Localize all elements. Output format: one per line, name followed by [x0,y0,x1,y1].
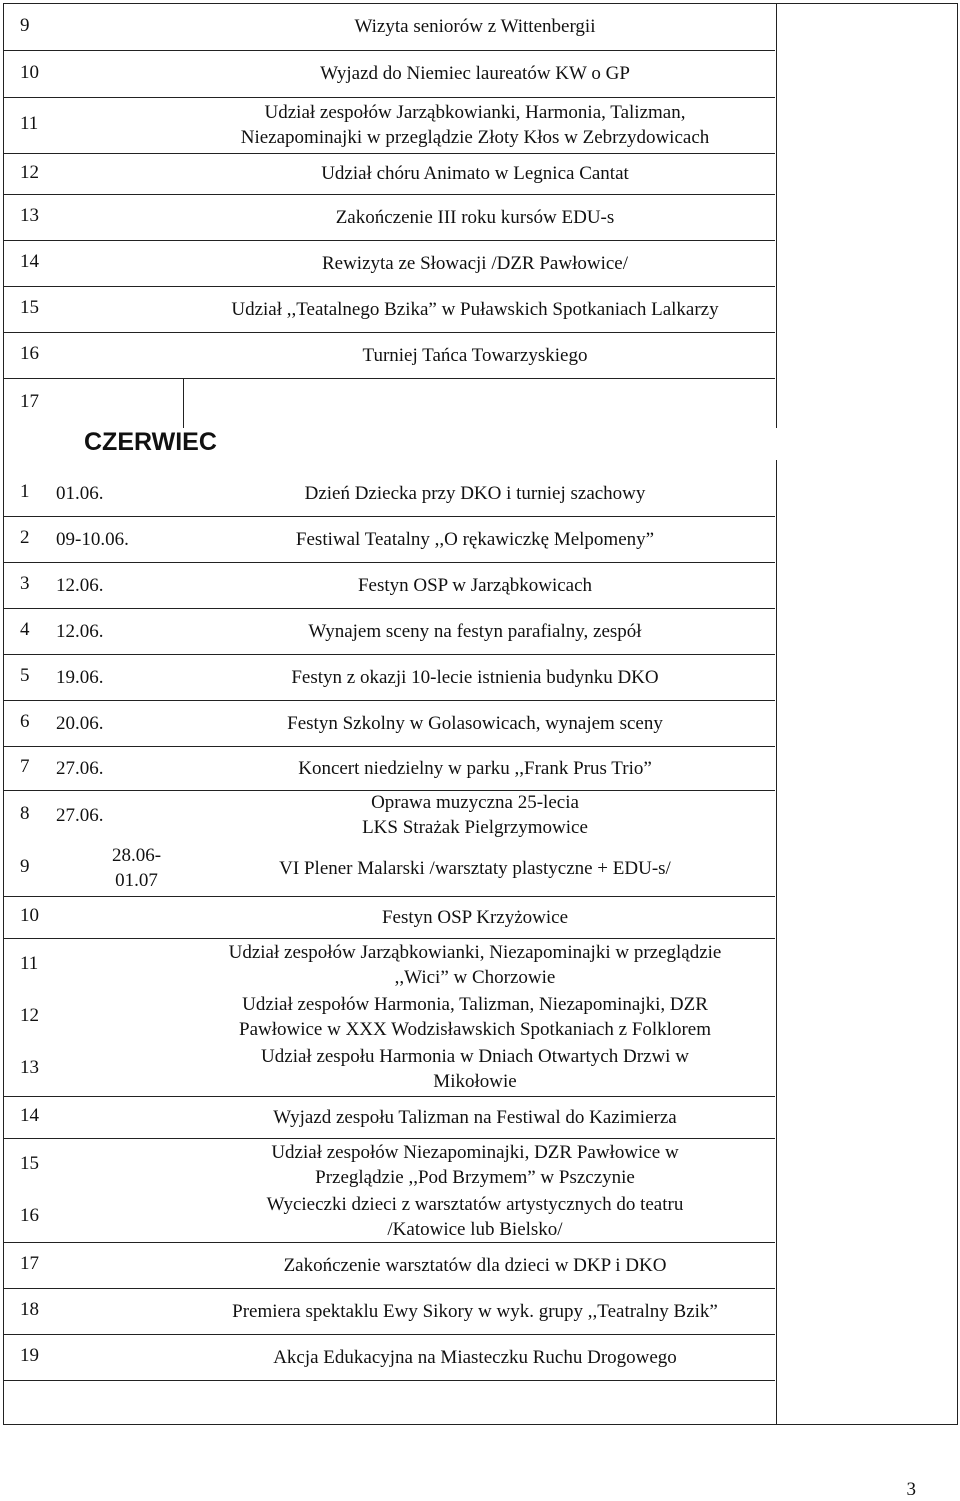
row-number: 6 [20,711,30,732]
row-number: 9 [20,856,30,877]
row-number: 10 [20,905,39,926]
row-17-divider [183,378,184,428]
row-number: 8 [20,803,30,824]
right-column-divider [776,3,777,428]
row-text: Udział chóru Animato w Legnica Cantat [321,163,629,184]
row-text: Akcja Edukacyjna na Miasteczku Ruchu Drogowego [273,1346,677,1368]
row-text: Wyjazd do Niemiec laureatów KW o GP [320,63,630,84]
row-number: 13 [20,1057,39,1078]
row-text: Turniej Tańca Towarzyskiego [362,344,588,366]
row-number: 10 [20,61,39,83]
row-number: 11 [20,953,39,974]
row-number: 18 [20,1299,39,1320]
row-date: 28.06- 01.07 [112,845,162,891]
row-number: 17 [20,1253,39,1274]
row-number: 19 [20,1345,39,1366]
row-text: Udział ,,Teatalnego Bzika” w Puławskich Spotkaniach Lalkarzy [231,298,719,320]
row-text: Festyn Szkolny w Golasowicach, wynajem sceny [287,712,663,734]
row-date: 19.06. [56,666,104,688]
row-text: Premiera spektaklu Ewy Sikory w wyk. grupy ,,Teatralny Bzik” [232,1300,718,1322]
row-date: 09-10.06. [56,528,129,550]
month-heading: CZERWIEC [84,428,217,456]
row-number: 5 [20,665,30,686]
row-text: Wycieczki dzieci z warsztatów artystycznych do teatru /Katowice lub Bielsko/ [266,1194,684,1240]
row-date: 12.06. [56,620,104,642]
row-text: Wizyta seniorów z Wittenbergii [354,16,596,37]
row-text: VI Plener Malarski /warsztaty plastyczne + EDU-s/ [279,857,671,879]
row-number: 14 [20,1105,39,1126]
row-text: Udział zespołów Harmonia, Talizman, Niezapominajki, DZR Pawłowice w XXX Wodzisławskich Spotkaniach z Folklorem [239,994,711,1040]
row-text: Udział zespołów Niezapominajki, DZR Pawłowice w Przeglądzie ,,Pod Brzymem” w Pszczynie [271,1142,679,1188]
row-number: 15 [20,1153,39,1174]
row-number: 13 [20,205,39,226]
row-text: Festyn OSP Krzyżowice [381,906,569,928]
right-column-divider-lower [776,460,777,1425]
row-number: 12 [20,1005,39,1026]
row-date: 01.06. [56,482,104,504]
row-number: 11 [20,113,39,134]
row-number: 9 [20,14,30,36]
row-text: Udział zespołów Jarząbkowianki, Niezapominajki w przeglądzie ,,Wici” w Chorzowie [228,942,722,988]
row-date: 27.06. [56,804,104,826]
row-text: Festiwal Teatalny ,,O rękawiczkę Melpomeny” [295,528,655,550]
row-text: Oprawa muzyczna 25-lecia LKS Strażak Pielgrzymowice [362,792,588,838]
row-text: Zakończenie III roku kursów EDU-s [335,206,615,228]
row-number: 3 [20,573,30,594]
row-text: Koncert niedzielny w parku ,,Frank Prus Trio” [298,757,652,779]
page-number: 3 [906,1479,916,1500]
row-text: Festyn z okazji 10-lecie istnienia budynku DKO [291,666,659,688]
row-date: 20.06. [56,712,104,734]
row-text: Wyjazd zespołu Talizman na Festiwal do Kazimierza [273,1106,677,1128]
row-number: 12 [20,161,39,183]
row-number: 17 [20,391,39,412]
row-number: 4 [20,619,30,640]
row-text: Udział zespołu Harmonia w Dniach Otwartych Drzwi w Mikołowie [261,1046,689,1092]
row-number: 16 [20,343,39,364]
row-text: Wynajem sceny na festyn parafialny, zespół [308,620,642,642]
row-text: Festyn OSP w Jarząbkowicach [357,574,593,596]
row-date: 27.06. [56,757,104,779]
row-number: 16 [20,1205,39,1226]
row-text: Zakończenie warsztatów dla dzieci w DKP i DKO [283,1254,667,1276]
row-number: 2 [20,527,30,548]
row-text: Udział zespołów Jarząbkowianki, Harmonia, Talizman, Niezapominajki w przeglądzie Złoty Kłos w Zebrzydowicach [240,102,710,148]
row-number: 15 [20,297,39,318]
row-number: 14 [20,251,39,272]
row-text: Rewizyta ze Słowacji /DZR Pawłowice/ [321,252,629,274]
row-text: Dzień Dziecka przy DKO i turniej szachowy [304,482,646,504]
table-row [4,378,775,428]
row-number: 1 [20,481,30,502]
row-number: 7 [20,756,30,777]
row-date: 12.06. [56,574,104,596]
